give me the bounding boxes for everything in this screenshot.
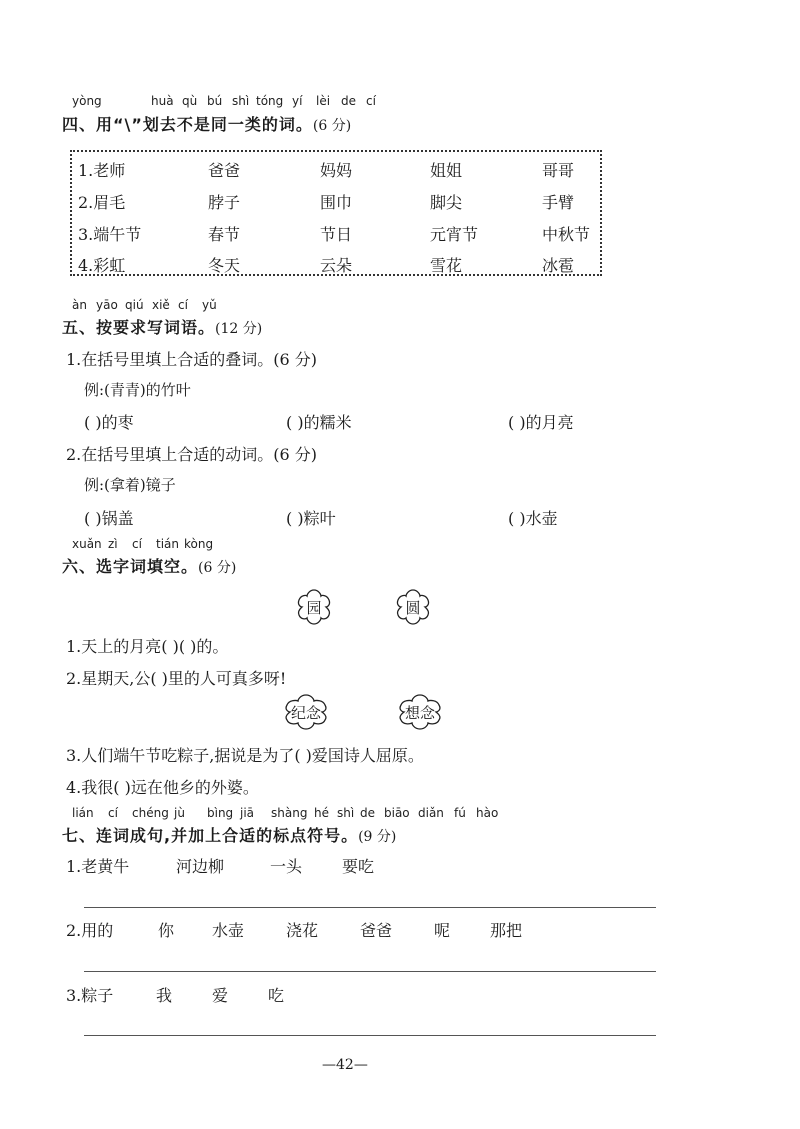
pinyin: xuǎn (72, 537, 102, 551)
flower-badge (393, 587, 433, 627)
flower-badge (282, 692, 330, 732)
word-token: 河边柳 (176, 857, 225, 876)
pinyin: lèi (316, 94, 331, 108)
pinyin: chéng (132, 806, 169, 820)
word-cell[interactable]: 哥哥 (542, 161, 575, 180)
section-title-text: 五、按要求写词语。 (62, 318, 216, 337)
word-token: 3.粽子 (66, 986, 114, 1005)
pinyin: jù (174, 806, 185, 820)
section-title-text: 七、连词成句,并加上合适的标点符号。 (62, 826, 359, 845)
word-token: 1.老黄牛 (66, 857, 130, 876)
pinyin: shàng (271, 806, 308, 820)
example-5-2: 例:(拿着)镜子 (84, 476, 176, 494)
question-6-3: 3.人们端午节吃粽子,据说是为了( )爱国诗人屈原。 (66, 746, 424, 765)
flower-badge (294, 587, 334, 627)
word-token: 那把 (490, 921, 523, 940)
answer-line[interactable] (84, 1035, 656, 1036)
answer-line[interactable] (84, 907, 656, 908)
pinyin: yāo (96, 298, 118, 312)
pinyin: huà (151, 94, 174, 108)
choice-char: 园 (306, 599, 322, 617)
pinyin: hào (476, 806, 499, 820)
pinyin: cí (108, 806, 118, 820)
section-score: (6 分) (312, 118, 352, 134)
answer-line[interactable] (84, 971, 656, 972)
question-6-1: 1.天上的月亮( )( )的。 (66, 637, 229, 656)
section-score: (6 分) (198, 560, 237, 576)
word-cell[interactable]: 元宵节 (430, 225, 479, 244)
pinyin: biāo (384, 806, 410, 820)
section-6-title (62, 554, 236, 577)
section-4-title (62, 112, 351, 135)
word-cell[interactable]: 冬天 (208, 256, 241, 275)
word-cell[interactable]: 围巾 (320, 193, 353, 212)
word-token: 爸爸 (360, 921, 393, 940)
pinyin: de (360, 806, 375, 820)
pinyin: fú (454, 806, 466, 820)
pinyin: zì (108, 537, 118, 551)
pinyin: yí (292, 94, 303, 108)
pinyin: hé (314, 806, 329, 820)
word-cell[interactable]: 雪花 (430, 256, 463, 275)
word-cell[interactable]: 脚尖 (430, 193, 463, 212)
pinyin: yòng (72, 94, 102, 108)
choice-char: 圆 (405, 599, 421, 617)
word-cell[interactable]: 爸爸 (208, 161, 241, 180)
word-token: 我 (156, 986, 173, 1005)
pinyin: diǎn (418, 806, 444, 820)
pinyin: yǔ (202, 298, 217, 312)
pinyin: tóng (256, 94, 284, 108)
word-table-box (70, 150, 602, 276)
word-cell[interactable]: 脖子 (208, 193, 241, 212)
question-6-4: 4.我很( )远在他乡的外婆。 (66, 778, 259, 797)
word-token: 一头 (270, 857, 303, 876)
pinyin: qù (182, 94, 198, 108)
word-cell[interactable]: 冰雹 (542, 256, 575, 275)
fill-blank[interactable]: ( )水壶 (508, 509, 558, 528)
word-cell[interactable]: 2.眉毛 (78, 193, 126, 212)
pinyin: lián (72, 806, 94, 820)
choice-word: 想念 (404, 704, 435, 722)
pinyin: jiā (240, 806, 255, 820)
word-token: 你 (158, 921, 175, 940)
word-cell[interactable]: 节日 (320, 225, 353, 244)
choice-word: 纪念 (290, 704, 321, 722)
word-cell[interactable]: 中秋节 (542, 225, 591, 244)
word-cell[interactable]: 姐姐 (430, 161, 463, 180)
section-score: (12 分) (215, 321, 263, 337)
pinyin: cí (132, 537, 142, 551)
word-token: 水壶 (212, 921, 245, 940)
question-6-2: 2.星期天,公( )里的人可真多呀! (66, 669, 287, 688)
word-token: 呢 (434, 921, 451, 940)
pinyin: tián (156, 537, 179, 551)
pinyin: xiě (152, 298, 170, 312)
flower-badge (396, 692, 444, 732)
question-5-2: 2.在括号里填上合适的动词。(6 分) (66, 445, 318, 464)
word-token: 浇花 (286, 921, 319, 940)
pinyin: shì (337, 806, 355, 820)
word-cell[interactable]: 云朵 (320, 256, 353, 275)
word-cell[interactable]: 4.彩虹 (78, 256, 126, 275)
fill-blank[interactable]: ( )的枣 (84, 413, 134, 432)
word-cell[interactable]: 春节 (208, 225, 241, 244)
example-5-1: 例:(青青)的竹叶 (84, 381, 191, 399)
section-title-text: 六、选字词填空。 (62, 557, 199, 576)
question-5-1: 1.在括号里填上合适的叠词。(6 分) (66, 350, 318, 369)
fill-blank[interactable]: ( )的糯米 (286, 413, 352, 432)
pinyin: kòng (184, 537, 214, 551)
word-token: 爱 (212, 986, 229, 1005)
section-7-title (62, 823, 396, 846)
word-token: 2.用的 (66, 921, 114, 940)
pinyin: bú (207, 94, 223, 108)
pinyin: bìng (207, 806, 234, 820)
fill-blank[interactable]: ( )的月亮 (508, 413, 574, 432)
fill-blank[interactable]: ( )粽叶 (286, 509, 336, 528)
pinyin: cí (178, 298, 188, 312)
pinyin: cí (366, 94, 376, 108)
section-score: (9 分) (358, 829, 397, 845)
word-token: 吃 (268, 986, 285, 1005)
word-cell[interactable]: 手臂 (542, 193, 575, 212)
pinyin: shì (232, 94, 250, 108)
word-cell[interactable]: 妈妈 (320, 161, 353, 180)
pinyin: àn (72, 298, 87, 312)
word-cell[interactable]: 3.端午节 (78, 225, 142, 244)
fill-blank[interactable]: ( )锅盖 (84, 509, 134, 528)
section-title-text: 四、用“\”划去不是同一类的词。 (62, 115, 313, 134)
pinyin: qiú (125, 298, 144, 312)
pinyin: de (341, 94, 356, 108)
word-cell[interactable]: 1.老师 (78, 161, 126, 180)
section-5-title (62, 315, 262, 338)
word-token: 要吃 (342, 857, 375, 876)
page-number: —42— (322, 1057, 368, 1073)
